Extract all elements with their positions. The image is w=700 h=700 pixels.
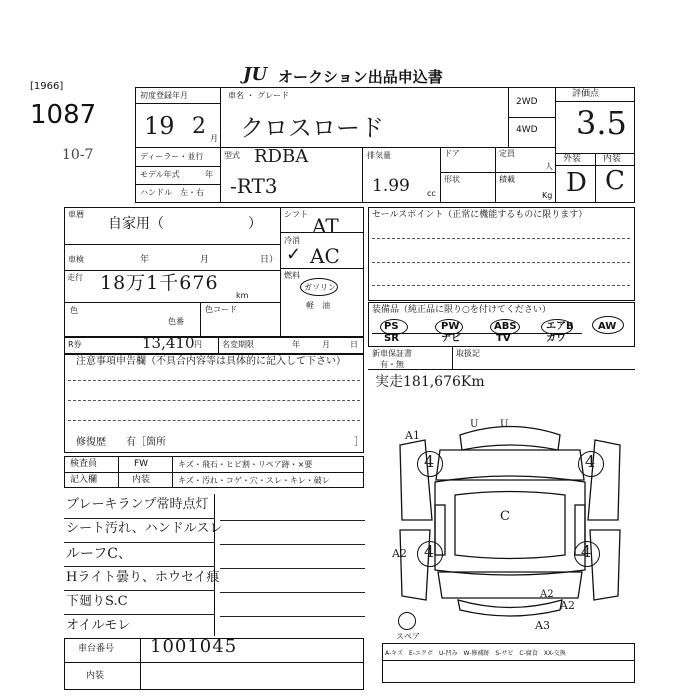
mark-u2: U (500, 419, 509, 430)
shift-value: AT (312, 214, 339, 238)
damage-legend: A-キズ E-エクボ U-凹み W-修補跡 S-サビ C-腐食 XX-交換 (385, 650, 566, 657)
usage-value: 自家用（ ） (108, 216, 262, 232)
loading-label: 積載 (499, 175, 515, 184)
sales-point-box (368, 207, 635, 301)
handle-label: ハンドル 左・右 (140, 188, 204, 197)
hw-note-5: 下廻りS.C (66, 594, 128, 609)
drive-2wd: 2WD (516, 97, 538, 107)
form-title: オークション出品申込書 (278, 68, 443, 86)
inspector-label: 検査員 (70, 459, 98, 469)
transfer-day: 日 (350, 340, 358, 349)
equip-aw: AW (598, 321, 617, 332)
lot-number: 1087 (30, 100, 97, 130)
int-label: 内装 (132, 475, 151, 485)
mark-a2-right: A2 (560, 599, 575, 612)
interior-value: C (605, 166, 625, 196)
mark-a2-left: A2 (392, 547, 407, 560)
shift-label: シフト (284, 210, 308, 219)
fuel-label: 燃料 (284, 271, 300, 280)
transfer-year: 年 (292, 340, 300, 349)
equipment-label: 装備品（純正品に限り○を付けてください） (372, 305, 551, 315)
color-num-label: 色番 (168, 317, 184, 326)
eval-value: 3.5 (576, 104, 627, 142)
recorder-label: 記入欄 (70, 475, 98, 485)
ac-value: AC (310, 244, 340, 268)
mark-a3: A3 (535, 619, 550, 632)
hw-note-3: ルーフC、 (66, 546, 133, 562)
hw-note-1: ブレーキランプ常時点灯 (66, 497, 209, 512)
warranty-label: 新車保証書 (372, 349, 412, 358)
displacement-value: 1.99 (372, 176, 410, 196)
notes-label: 注意事項申告欄（不具合内容等は具体的に記入して下さい） (76, 356, 346, 367)
recycle-label: R券 (68, 340, 82, 349)
recycle-unit: 円 (194, 340, 202, 349)
model-year-unit: 年 (205, 170, 213, 179)
mileage-label: 走行 (67, 273, 83, 282)
int-codes: キズ・汚れ・コゲ・穴・スレ・キレ・破レ (178, 476, 330, 485)
repair-end: ］ (354, 437, 364, 448)
inspect-label: 車検 (68, 255, 84, 264)
first-reg-year: 19 (144, 112, 175, 140)
type-label: 型式 (224, 151, 240, 160)
equip-pw: PW (441, 321, 460, 332)
spare-tire (398, 612, 416, 630)
type-value-1: RDBA (254, 146, 309, 167)
capacity-unit: 人 (545, 162, 553, 171)
recycle-value: 13,410 (142, 334, 195, 352)
exterior-label: 外装 (563, 154, 582, 164)
inspect-month: 月 (200, 255, 210, 265)
equip-tv: TV (496, 333, 511, 344)
fw-label: FW (134, 459, 149, 469)
car-name-label: 車名 ・ グレード (228, 91, 290, 100)
warranty-value: 有・無 (380, 360, 404, 369)
inner-label: 内装 (86, 671, 105, 681)
interior-label: 内装 (603, 154, 622, 164)
transfer-label: 名変期限 (222, 340, 254, 349)
equip-airbag: エアB (546, 321, 574, 332)
model-year-label: モデル年式 (140, 170, 180, 179)
repair-label: 修復歴 有［箇所 (76, 437, 166, 448)
fw-codes: キズ・飛石・ヒビ割・リペア跡・×要 (178, 460, 313, 469)
car-damage-diagram (380, 410, 640, 640)
sales-point-label: セールスポイント（正常に機能するものに限ります） (372, 210, 588, 220)
chassis-value: 1001045 (150, 636, 238, 657)
wheel-mark-rl: 4 (424, 542, 435, 561)
chassis-label: 車台番号 (78, 644, 115, 654)
mileage-note: 実走181,676Km (375, 374, 485, 390)
month-unit: 月 (210, 134, 218, 143)
hw-note-6: オイルモレ (66, 618, 131, 633)
spare-label: スペア (396, 632, 420, 641)
fuel-diesel: 軽 油 (306, 301, 330, 310)
form-code: [1966] (30, 81, 64, 92)
ju-logo: JU (243, 64, 268, 85)
mark-a2-rear: A2 (540, 589, 554, 600)
door-label: ドア (444, 149, 460, 158)
loading-unit: Kg (542, 191, 553, 200)
displacement-label: 排気量 (367, 151, 391, 160)
equip-navi: ナビ (441, 333, 461, 344)
first-reg-label: 初度登録年月 (140, 91, 188, 100)
equip-sr: SR (384, 333, 399, 344)
dealer-label: ディーラー・並行 (140, 152, 204, 161)
ac-label: 冷消 (284, 236, 300, 245)
mileage-unit: km (236, 291, 249, 300)
shape-label: 形状 (444, 175, 460, 184)
displacement-unit: cc (427, 189, 436, 198)
wheel-mark-rr: 4 (581, 542, 592, 561)
car-name-value: クロスロード (240, 114, 384, 142)
wheel-mark-fr: 4 (585, 452, 596, 471)
eval-label: 評価点 (572, 89, 600, 99)
hw-note-2: シート汚れ、ハンドルスレ (66, 521, 223, 536)
fuel-gasoline: ガソリン (304, 283, 336, 292)
usage-label: 車暦 (68, 210, 84, 219)
color-label: 色 (70, 306, 78, 315)
wheel-mark-fl: 4 (424, 452, 435, 471)
side-scribble: 10-7 (62, 147, 94, 163)
capacity-label: 定員 (499, 149, 515, 158)
type-value-2: -RT3 (230, 174, 278, 198)
drive-4wd: 4WD (516, 125, 538, 135)
record-label: 取扱記 (456, 349, 480, 358)
inspect-day: 日） (260, 255, 279, 265)
mark-a1: A1 (405, 429, 420, 442)
hw-note-4: Hライト曇り、ホウセイ痕 (66, 570, 220, 585)
transfer-month: 月 (322, 340, 330, 349)
circle-aw (592, 316, 624, 334)
ac-check: ✓ (286, 244, 302, 265)
first-reg-month: 2 (192, 114, 206, 139)
recycle-row (64, 334, 364, 354)
equip-leather: カワ (546, 333, 566, 344)
mark-c: C (500, 509, 510, 524)
mileage-value: 18万1千676 (100, 272, 219, 294)
inspect-year: 年 (140, 255, 150, 265)
equip-abs: ABS (494, 321, 517, 332)
mark-u1: U (470, 419, 479, 430)
exterior-value: D (566, 168, 587, 198)
color-code-label: 色コード (205, 305, 237, 314)
equip-ps: PS (384, 321, 399, 332)
